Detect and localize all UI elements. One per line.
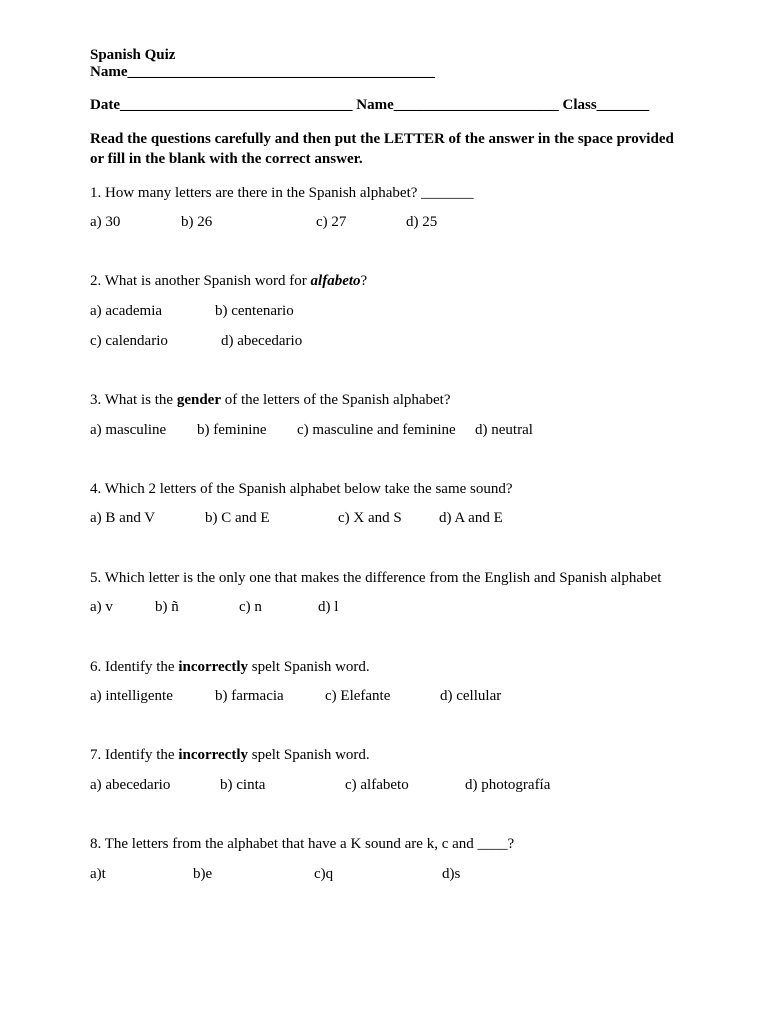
q3-option-c: c) masculine and feminine bbox=[297, 422, 456, 438]
word-incorrectly: incorrectly bbox=[178, 659, 249, 675]
question-6: 6. Identify the incorrectly spelt Spanish word. bbox=[90, 659, 370, 675]
question-8: 8. The letters from the alphabet that have a K sound are k, c and ____? bbox=[90, 836, 515, 852]
q5-option-a: a) v bbox=[90, 599, 113, 615]
q6-option-a: a) intelligente bbox=[90, 688, 173, 704]
word-incorrectly: incorrectly bbox=[178, 747, 249, 763]
q4-option-d: d) A and E bbox=[439, 510, 503, 526]
quiz-title: Spanish Quiz bbox=[90, 47, 176, 63]
q2-option-c: c) calendario bbox=[90, 333, 168, 349]
q6-option-d: d) cellular bbox=[440, 688, 502, 704]
q4-option-a: a) B and V bbox=[90, 510, 156, 526]
q1-option-d: d) 25 bbox=[406, 214, 438, 230]
q2-option-a: a) academia bbox=[90, 303, 163, 319]
q3-option-b: b) feminine bbox=[197, 422, 267, 438]
q8-option-d: d)s bbox=[442, 866, 461, 882]
q6-option-b: b) farmacia bbox=[215, 688, 284, 704]
question-5: 5. Which letter is the only one that makes the difference from the English and Spanish alphabet bbox=[90, 570, 662, 586]
q1-option-a: a) 30 bbox=[90, 214, 121, 230]
question-4: 4. Which 2 letters of the Spanish alphabet below take the same sound? bbox=[90, 481, 513, 497]
word-gender: gender bbox=[176, 392, 221, 408]
q3-option-d: d) neutral bbox=[475, 422, 533, 438]
date-name-class-row bbox=[90, 97, 700, 114]
q1-option-b: b) 26 bbox=[181, 214, 213, 230]
q1-option-c: c) 27 bbox=[316, 214, 347, 230]
q8-option-b: b)e bbox=[193, 866, 213, 882]
class-field: Class_______ bbox=[562, 97, 650, 113]
student-name-line: Name_________________________________________ bbox=[90, 64, 435, 80]
title-block bbox=[90, 47, 700, 81]
word-alfabeto: alfabeto bbox=[310, 273, 361, 289]
q8-option-a: a)t bbox=[90, 866, 106, 882]
q2-option-d: d) abecedario bbox=[221, 333, 303, 349]
q7-option-d: d) photografía bbox=[465, 777, 551, 793]
q7-option-a: a) abecedario bbox=[90, 777, 171, 793]
question-2: 2. What is another Spanish word for alfabeto? bbox=[90, 273, 368, 289]
q6-option-c: c) Elefante bbox=[325, 688, 391, 704]
question-3: 3. What is the gender of the letters of the Spanish alphabet? bbox=[90, 392, 451, 408]
question-7: 7. Identify the incorrectly spelt Spanish word. bbox=[90, 747, 370, 763]
q7-option-b: b) cinta bbox=[220, 777, 266, 793]
date-field: Date_______________________________ bbox=[90, 97, 353, 113]
q5-option-c: c) n bbox=[239, 599, 262, 615]
q4-option-b: b) C and E bbox=[205, 510, 270, 526]
quiz-page bbox=[90, 47, 700, 169]
q2-option-b: b) centenario bbox=[215, 303, 294, 319]
q5-option-d: d) l bbox=[318, 599, 339, 615]
name-field: Name______________________ bbox=[356, 97, 559, 113]
q3-option-a: a) masculine bbox=[90, 422, 167, 438]
q8-option-c: c)q bbox=[314, 866, 334, 882]
q7-option-c: c) alfabeto bbox=[345, 777, 409, 793]
question-1: 1. How many letters are there in the Spanish alphabet? _______ bbox=[90, 185, 474, 201]
instructions: Read the questions carefully and then put the LETTER of the answer in the space provided or fill in the blank with the correct answer. bbox=[90, 131, 674, 167]
q5-option-b: b) ñ bbox=[155, 599, 179, 615]
q4-option-c: c) X and S bbox=[338, 510, 402, 526]
